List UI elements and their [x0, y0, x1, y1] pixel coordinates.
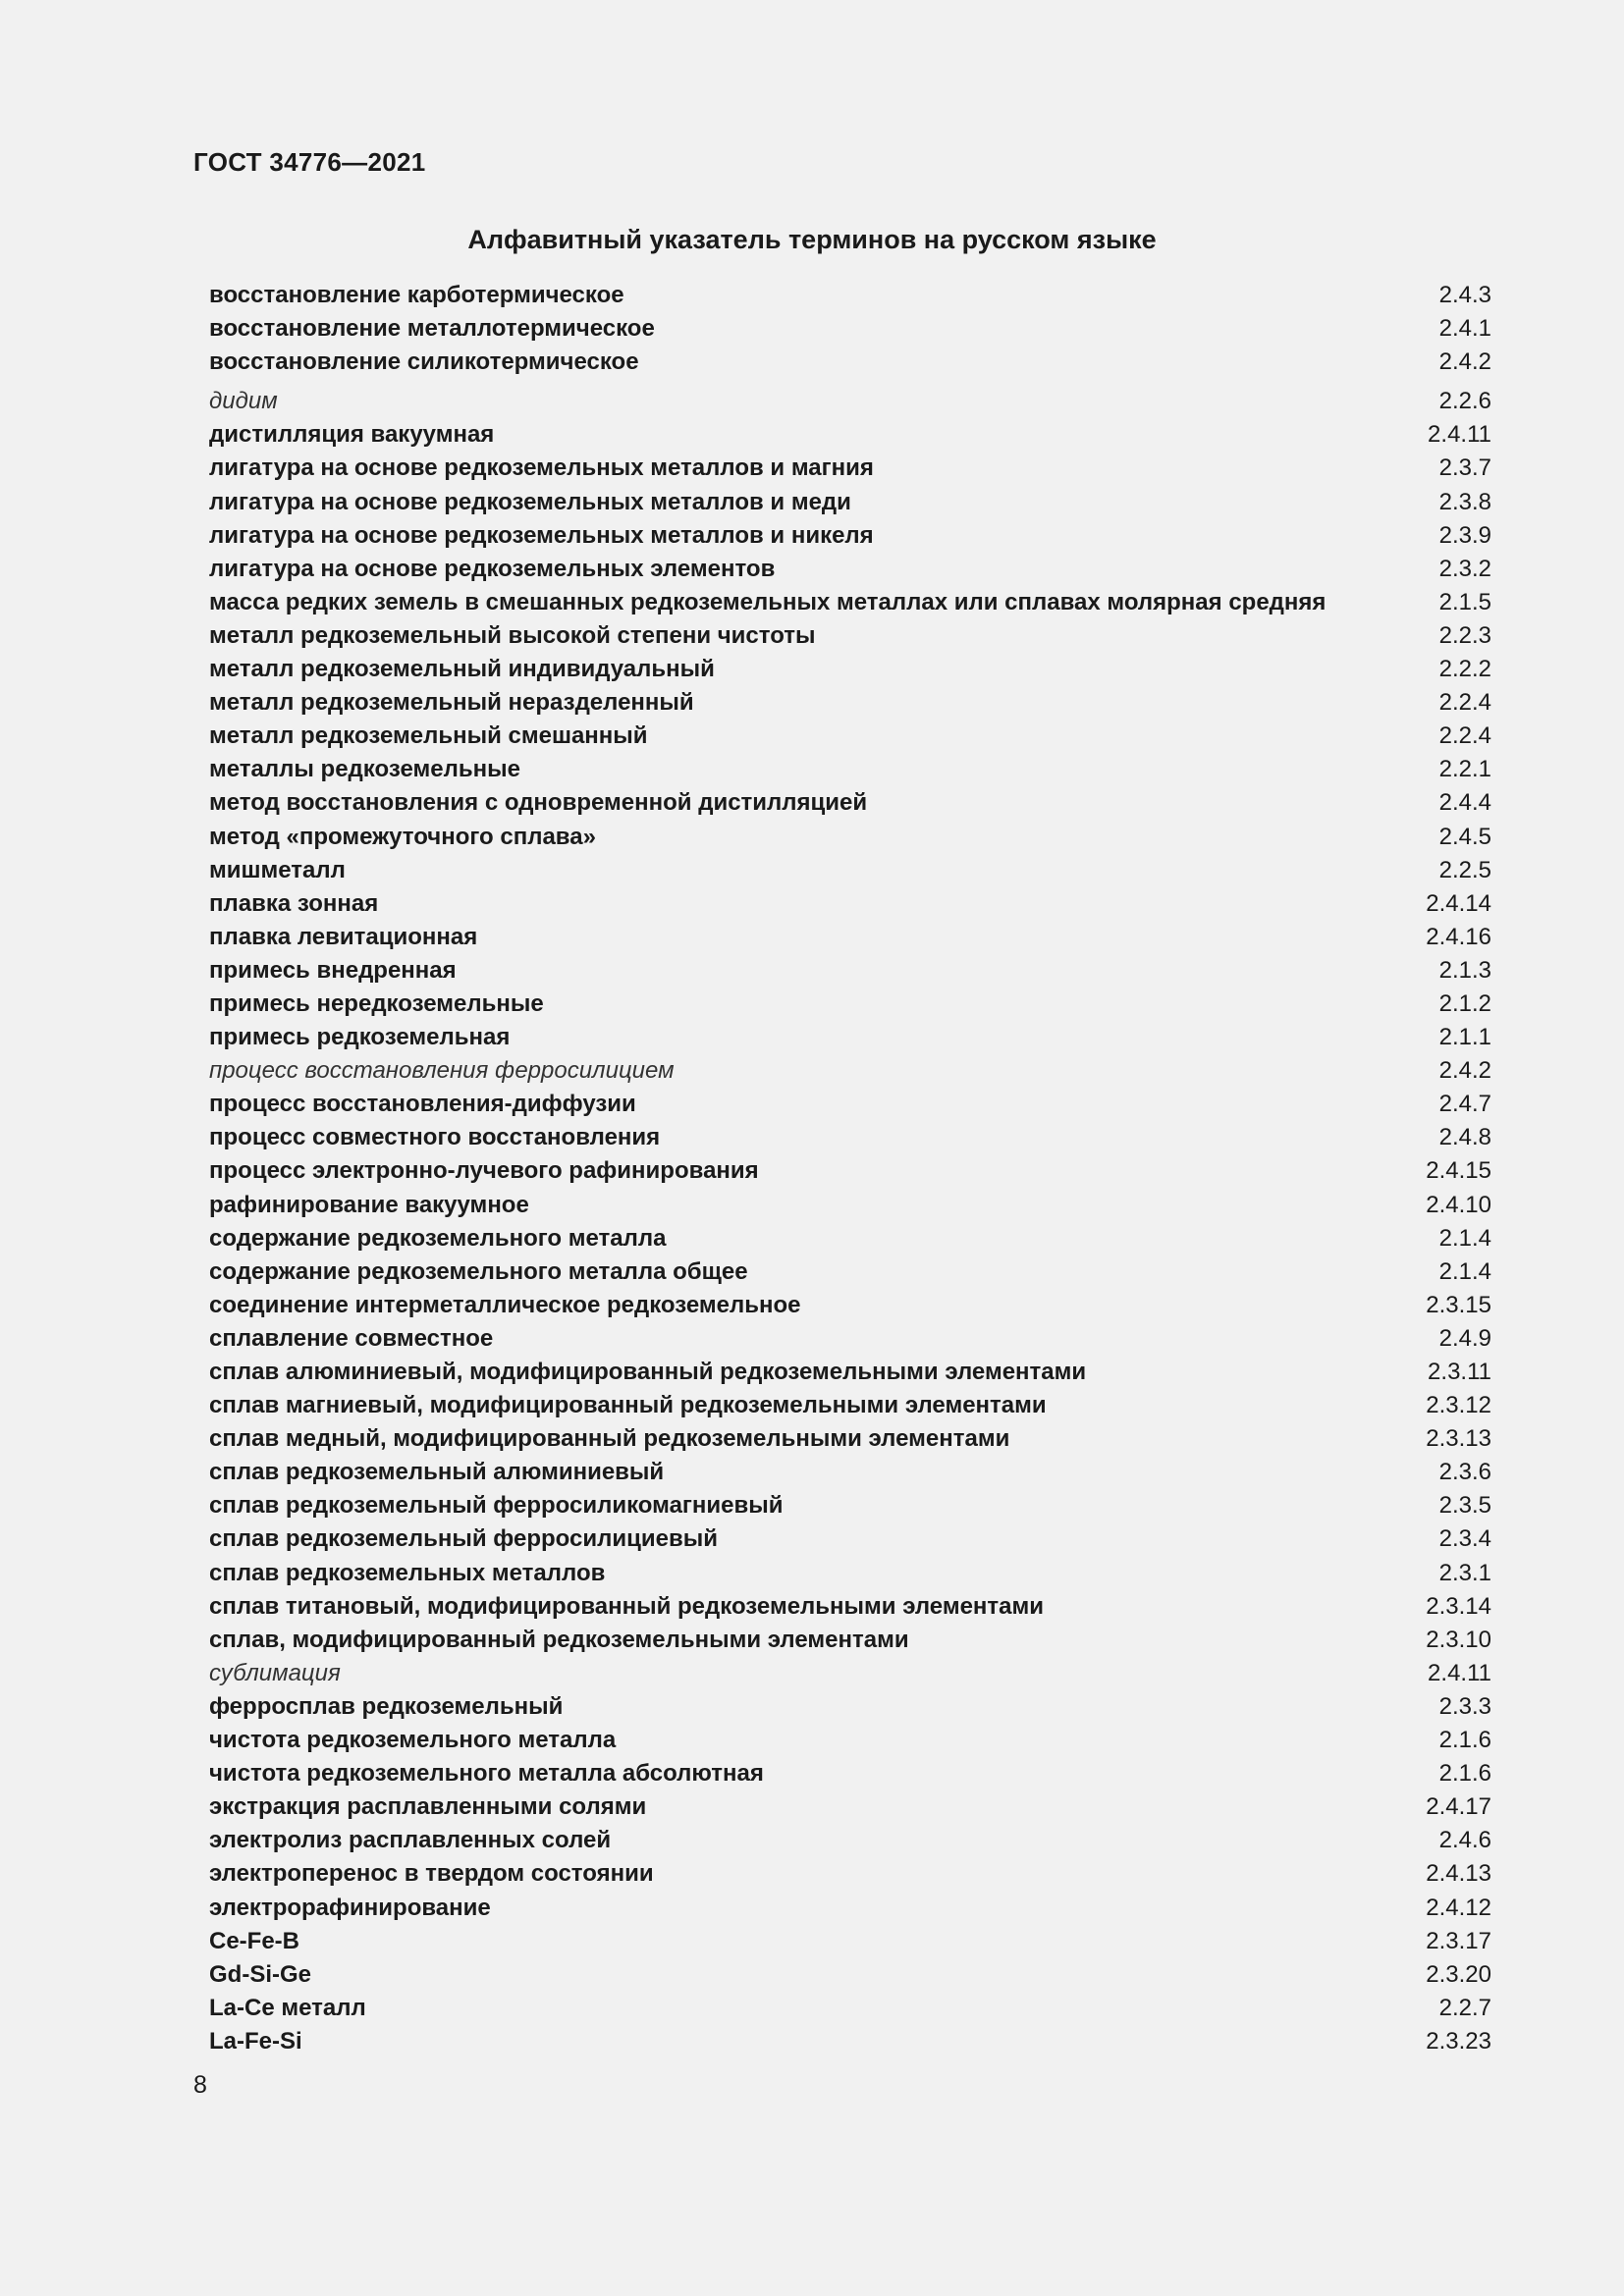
- index-term: сплав, модифицированный редкоземельными элементами: [209, 1626, 909, 1653]
- index-entry: [209, 653, 1491, 686]
- index-entry: [209, 486, 1491, 519]
- index-reference: 2.4.11: [1428, 421, 1491, 449]
- index-entry: [209, 720, 1491, 753]
- index-reference: 2.2.4: [1438, 722, 1491, 750]
- index-entry: [209, 1154, 1491, 1188]
- index-term: Ce-Fe-B: [209, 1927, 300, 1954]
- index-entry: [209, 1790, 1491, 1824]
- index-reference: 2.4.2: [1438, 1057, 1491, 1085]
- index-entry: [209, 854, 1491, 887]
- index-term: восстановление силикотермическое: [209, 348, 639, 376]
- index-term: чистота редкоземельного металла: [209, 1727, 617, 1754]
- index-reference: 2.1.3: [1438, 956, 1491, 984]
- index-term: восстановление металлотермическое: [209, 315, 655, 343]
- index-reference: 2.2.3: [1438, 621, 1491, 649]
- index-reference: 2.3.23: [1426, 2027, 1491, 2055]
- index-entry: [209, 1255, 1491, 1289]
- index-reference: 2.3.5: [1438, 1492, 1491, 1520]
- index-reference: 2.4.1: [1438, 315, 1491, 343]
- index-term: дистилляция вакуумная: [209, 421, 495, 449]
- index-term: лигатура на основе редкоземельных металлов и меди: [209, 488, 851, 515]
- index-reference: 2.1.6: [1438, 1727, 1491, 1754]
- index-reference: 2.2.7: [1438, 1994, 1491, 2021]
- index-reference: 2.3.12: [1426, 1392, 1491, 1419]
- index-term: содержание редкоземельного металла: [209, 1224, 667, 1252]
- index-term: восстановление карботермическое: [209, 282, 624, 308]
- index-entry: [209, 753, 1491, 786]
- index-entry: [209, 312, 1491, 346]
- index-entry: [209, 1824, 1491, 1857]
- index-reference: 2.2.2: [1438, 656, 1491, 683]
- index-reference: 2.2.6: [1438, 388, 1491, 415]
- index-entry: [209, 385, 1491, 418]
- index-entry: [209, 686, 1491, 720]
- index-entry: [209, 1590, 1491, 1624]
- index-reference: 2.4.9: [1438, 1324, 1491, 1352]
- index-reference: 2.4.4: [1438, 789, 1491, 817]
- index-term: рафинирование вакуумное: [209, 1191, 529, 1218]
- index-term: сплав редкоземельный алюминиевый: [209, 1459, 665, 1486]
- index-reference: 2.1.1: [1438, 1024, 1491, 1051]
- index-entry: [209, 553, 1491, 586]
- term-index-list: [209, 279, 1491, 2058]
- index-reference: 2.3.13: [1426, 1425, 1491, 1453]
- index-entry: [209, 1054, 1491, 1088]
- index-reference: 2.1.2: [1438, 989, 1491, 1017]
- index-entry: [209, 452, 1491, 485]
- index-term: примесь редкоземельная: [209, 1024, 511, 1051]
- index-entry: [209, 1322, 1491, 1356]
- index-entry: [209, 1021, 1491, 1054]
- index-term: Gd-Si-Ge: [209, 1960, 312, 1988]
- index-term: сублимация: [209, 1659, 341, 1686]
- index-reference: 2.3.8: [1438, 488, 1491, 515]
- index-reference: 2.4.17: [1426, 1793, 1491, 1821]
- index-term: мишметалл: [209, 856, 346, 883]
- index-reference: 2.2.1: [1438, 756, 1491, 783]
- index-reference: 2.4.6: [1438, 1827, 1491, 1854]
- index-reference: 2.4.8: [1438, 1124, 1491, 1151]
- index-reference: 2.3.4: [1438, 1525, 1491, 1553]
- index-term: дидим: [209, 388, 278, 415]
- index-reference: 2.1.4: [1438, 1257, 1491, 1285]
- index-term: чистота редкоземельного металла абсолютная: [209, 1760, 764, 1788]
- index-term: металл редкоземельный высокой степени чистоты: [209, 621, 816, 649]
- index-entry: [209, 619, 1491, 653]
- index-reference: 2.3.20: [1426, 1960, 1491, 1988]
- index-reference: 2.3.7: [1438, 454, 1491, 482]
- index-entry: [209, 418, 1491, 452]
- index-term: металл редкоземельный индивидуальный: [209, 656, 715, 683]
- index-term: лигатура на основе редкоземельных металлов и магния: [209, 454, 874, 482]
- index-reference: 2.4.13: [1426, 1860, 1491, 1888]
- index-reference: 2.4.15: [1426, 1157, 1491, 1185]
- index-reference: 2.4.10: [1426, 1191, 1491, 1218]
- index-entry: [209, 2025, 1491, 2058]
- index-term: сплав титановый, модифицированный редкоземельными элементами: [209, 1592, 1045, 1620]
- index-reference: 2.3.17: [1426, 1927, 1491, 1954]
- index-entry: [209, 954, 1491, 988]
- index-reference: 2.3.6: [1438, 1459, 1491, 1486]
- index-entry: [209, 1690, 1491, 1724]
- index-entry: [209, 1624, 1491, 1657]
- index-reference: 2.3.2: [1438, 555, 1491, 582]
- index-entry: [209, 988, 1491, 1021]
- index-entry: [209, 346, 1491, 379]
- index-term: электроперенос в твердом состоянии: [209, 1860, 654, 1888]
- index-entry: [209, 1958, 1491, 1992]
- index-term: электрорафинирование: [209, 1894, 491, 1921]
- index-entry: [209, 821, 1491, 854]
- index-entry: [209, 1857, 1491, 1891]
- index-entry: [209, 279, 1491, 312]
- index-term: процесс совместного восстановления: [209, 1124, 661, 1151]
- index-term: металлы редкоземельные: [209, 756, 520, 783]
- index-term: сплав магниевый, модифицированный редкоземельными элементами: [209, 1392, 1047, 1419]
- index-entry: [209, 887, 1491, 921]
- index-term: лигатура на основе редкоземельных металлов и никеля: [209, 521, 874, 549]
- index-term: металл редкоземельный неразделенный: [209, 689, 694, 717]
- index-reference: 2.4.2: [1438, 348, 1491, 376]
- index-entry: [209, 1992, 1491, 2025]
- index-entry: [209, 1121, 1491, 1154]
- index-entry: [209, 921, 1491, 954]
- index-reference: 2.3.11: [1428, 1359, 1491, 1385]
- index-reference: 2.4.16: [1426, 923, 1491, 950]
- index-term: сплав редкоземельных металлов: [209, 1559, 606, 1586]
- index-reference: 2.1.4: [1438, 1224, 1491, 1252]
- index-term: процесс электронно-лучевого рафинирования: [209, 1157, 759, 1185]
- index-entry: [209, 1356, 1491, 1389]
- index-term: лигатура на основе редкоземельных элементов: [209, 555, 776, 582]
- index-reference: 2.1.5: [1438, 588, 1491, 615]
- index-reference: 2.4.5: [1438, 823, 1491, 850]
- index-entry: [209, 1557, 1491, 1590]
- index-entry: [209, 1088, 1491, 1121]
- index-term: экстракция расплавленными солями: [209, 1793, 647, 1821]
- index-reference: 2.3.3: [1438, 1692, 1491, 1720]
- index-entry: [209, 1389, 1491, 1422]
- index-reference: 2.3.1: [1438, 1559, 1491, 1586]
- index-term: плавка зонная: [209, 889, 379, 917]
- index-term: La-Fe-Si: [209, 2027, 302, 2055]
- index-term: сплав алюминиевый, модифицированный редкоземельными элементами: [209, 1359, 1087, 1385]
- index-entry: [209, 586, 1491, 619]
- index-reference: 2.3.10: [1426, 1626, 1491, 1653]
- index-entry: [209, 1892, 1491, 1925]
- index-entry: [209, 1456, 1491, 1489]
- index-term: примесь нередкоземельные: [209, 989, 544, 1017]
- index-term: сплав редкоземельный ферросиликомагниевый: [209, 1492, 784, 1520]
- index-term: сплавление совместное: [209, 1324, 494, 1352]
- index-reference: 2.1.6: [1438, 1760, 1491, 1788]
- index-entry: [209, 1289, 1491, 1322]
- index-entry: [209, 1422, 1491, 1456]
- index-term: масса редких земель в смешанных редкоземельных металлах или сплавах молярная средняя: [209, 588, 1326, 615]
- index-term: плавка левитационная: [209, 923, 478, 950]
- index-reference: 2.2.4: [1438, 689, 1491, 717]
- index-reference: 2.2.5: [1438, 856, 1491, 883]
- index-reference: 2.4.3: [1438, 282, 1491, 308]
- index-reference: 2.4.12: [1426, 1894, 1491, 1921]
- index-entry: [209, 1724, 1491, 1757]
- index-term: содержание редкоземельного металла общее: [209, 1257, 748, 1285]
- index-term: метод восстановления с одновременной дистилляцией: [209, 789, 868, 817]
- index-entry: [209, 519, 1491, 553]
- index-entry: [209, 1189, 1491, 1222]
- index-reference: 2.4.14: [1426, 889, 1491, 917]
- index-reference: 2.4.11: [1428, 1659, 1491, 1686]
- index-term: процесс восстановления-диффузии: [209, 1091, 636, 1118]
- index-term: метод «промежуточного сплава»: [209, 823, 596, 850]
- index-term: сплав редкоземельный ферросилициевый: [209, 1525, 718, 1553]
- index-entry: [209, 1522, 1491, 1556]
- index-term: электролиз расплавленных солей: [209, 1827, 612, 1854]
- index-entry: [209, 1222, 1491, 1255]
- index-entry: [209, 1757, 1491, 1790]
- index-term: металл редкоземельный смешанный: [209, 722, 648, 750]
- index-reference: 2.3.14: [1426, 1592, 1491, 1620]
- index-reference: 2.3.9: [1438, 521, 1491, 549]
- index-term: соединение интерметаллическое редкоземельное: [209, 1291, 801, 1318]
- index-term: ферросплав редкоземельный: [209, 1692, 564, 1720]
- index-entry: [209, 1925, 1491, 1958]
- page-number: 8: [193, 2071, 207, 2099]
- document-header: ГОСТ 34776—2021: [193, 147, 426, 177]
- index-entry: [209, 1489, 1491, 1522]
- index-reference: 2.3.15: [1426, 1291, 1491, 1318]
- index-title: Алфавитный указатель терминов на русском языке: [467, 225, 1157, 254]
- index-term: процесс восстановления ферросилицием: [209, 1057, 675, 1085]
- index-entry: [209, 786, 1491, 820]
- index-reference: 2.4.7: [1438, 1091, 1491, 1118]
- index-entry: [209, 1657, 1491, 1690]
- index-term: примесь внедренная: [209, 956, 457, 984]
- index-term: сплав медный, модифицированный редкоземельными элементами: [209, 1425, 1010, 1453]
- index-term: La-Ce металл: [209, 1994, 366, 2021]
